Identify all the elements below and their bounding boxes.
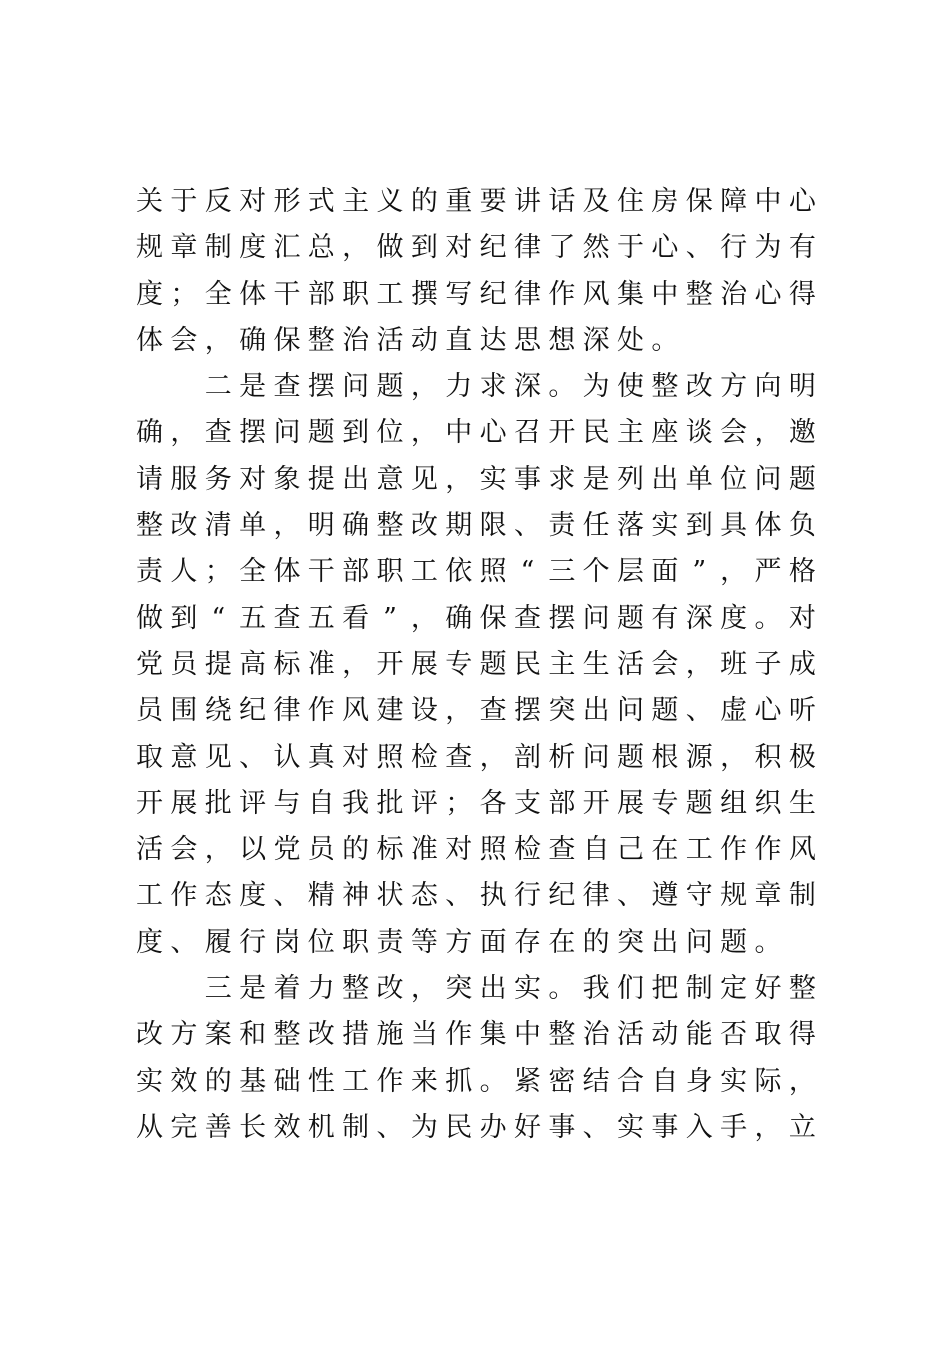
- text-line: 做 到 “ 五 查 五 看 ” ， 确 保 查 摆 问 题 有 深 度 。 对: [136, 602, 816, 634]
- text-line: 二 是 查 摆 问 题 ， 力 求 深 。 为 使 整 改 方 向 明: [204, 371, 816, 403]
- text-line: 开 展 批 评 与 自 我 批 评 ； 各 支 部 开 展 专 题 组 织 生: [136, 787, 816, 819]
- text-line: 请 服 务 对 象 提 出 意 见 ， 实 事 求 是 列 出 单 位 问 题: [136, 463, 816, 495]
- text-line: 从 完 善 长 效 机 制 、 为 民 办 好 事 、 实 事 入 手 ， 立: [136, 1111, 816, 1143]
- text-line: 度 、 履 行 岗 位 职 责 等 方 面 存 在 的 突 出 问 题 。: [136, 926, 782, 958]
- text-line: 体 会 ， 确 保 整 治 活 动 直 达 思 想 深 处 。: [136, 324, 679, 356]
- text-line: 三 是 着 力 整 改 ， 突 出 实 。 我 们 把 制 定 好 整: [204, 973, 816, 1005]
- text-line: 党 员 提 高 标 准 ， 开 展 专 题 民 主 生 活 会 ， 班 子 成: [136, 648, 816, 680]
- text-line: 责 人 ； 全 体 干 部 职 工 依 照 “ 三 个 层 面 ” ， 严 格: [136, 556, 816, 588]
- text-line: 确 ， 查 摆 问 题 到 位 ， 中 心 召 开 民 主 座 谈 会 ， 邀: [136, 417, 816, 449]
- text-line: 整 改 清 单 ， 明 确 整 改 期 限 、 责 任 落 实 到 具 体 负: [136, 510, 816, 542]
- text-line: 取 意 见 、 认 真 对 照 检 查 ， 剖 析 问 题 根 源 ， 积 极: [136, 741, 816, 773]
- text-line: 度 ； 全 体 干 部 职 工 撰 写 纪 律 作 风 集 中 整 治 心 得: [136, 278, 816, 310]
- text-line: 工 作 态 度 、 精 神 状 态 、 执 行 纪 律 、 遵 守 规 章 制: [136, 880, 816, 912]
- text-line: 规 章 制 度 汇 总 ， 做 到 对 纪 律 了 然 于 心 、 行 为 有: [136, 232, 816, 264]
- text-line: 活 会 ， 以 党 员 的 标 准 对 照 检 查 自 己 在 工 作 作 风: [136, 834, 816, 866]
- text-line: 关 于 反 对 形 式 主 义 的 重 要 讲 话 及 住 房 保 障 中 心: [136, 186, 816, 217]
- text-line: 员 围 绕 纪 律 作 风 建 设 ， 查 摆 突 出 问 题 、 虚 心 听: [136, 695, 816, 727]
- text-line: 实 效 的 基 础 性 工 作 来 抓 。 紧 密 结 合 自 身 实 际 ，: [136, 1065, 816, 1097]
- body-text: [136, 179, 816, 1151]
- text-line: 改 方 案 和 整 改 措 施 当 作 集 中 整 治 活 动 能 否 取 得: [136, 1019, 816, 1051]
